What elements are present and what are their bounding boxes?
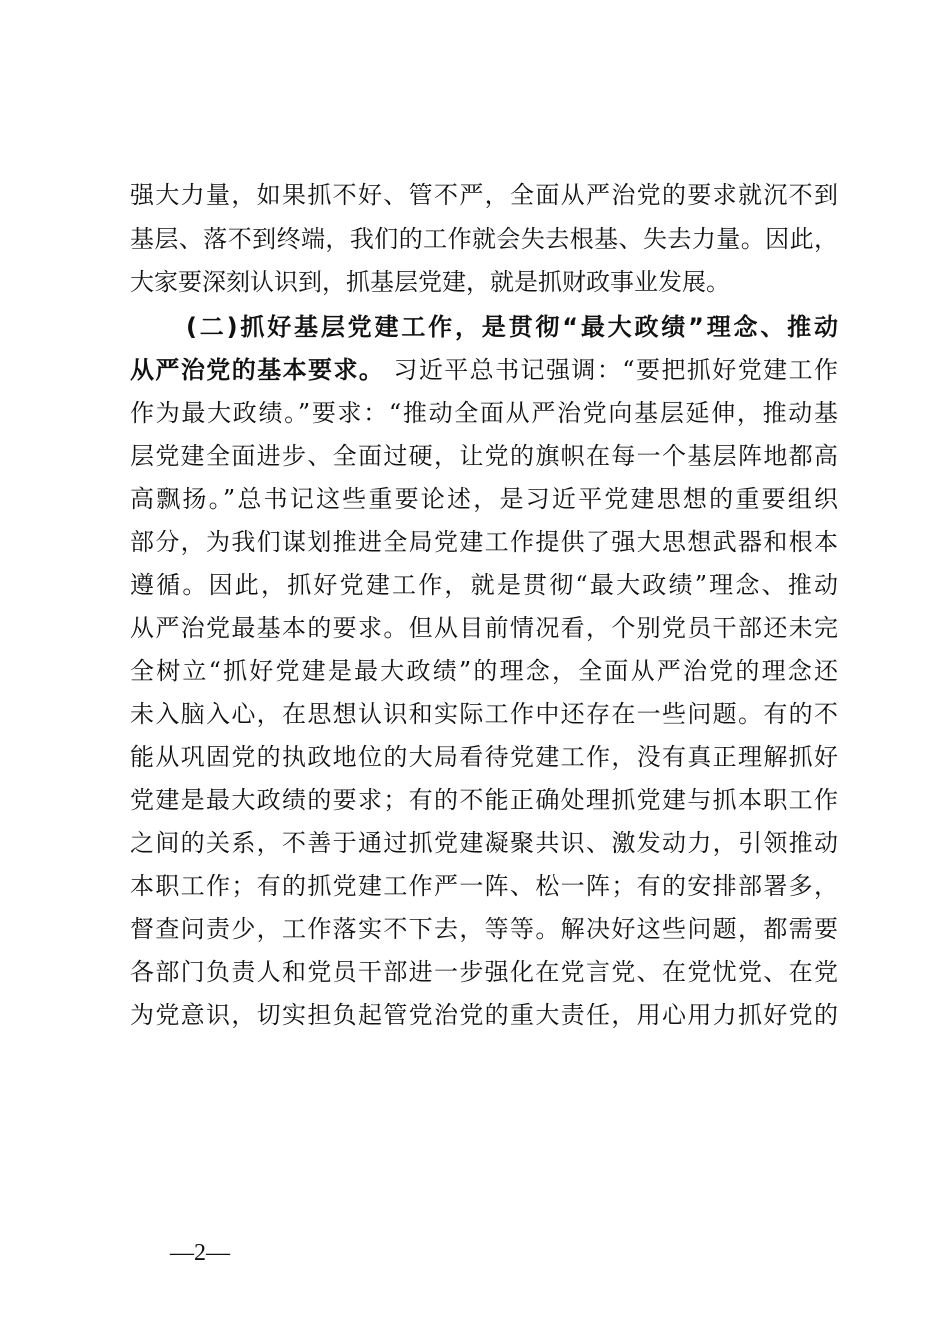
paragraph-line: 全树立“抓好党建是最大政绩”的理念，全面从严治党的理念还 bbox=[130, 657, 838, 685]
paragraph-line: 高飘扬。”总书记这些重要论述，是习近平党建思想的重要组织 bbox=[130, 485, 838, 513]
paragraph-line: 党建是最大政绩的要求；有的不能正确处理抓党建与抓本职工作 bbox=[130, 786, 838, 814]
paragraph-line: 各部门负责人和党员干部进一步强化在党言党、在党忧党、在党 bbox=[130, 958, 838, 986]
page-number: —2— bbox=[170, 1240, 230, 1266]
paragraph-line: 之间的关系，不善于通过抓党建凝聚共识、激发动力，引领推动 bbox=[130, 829, 838, 857]
paragraph-line: 本职工作；有的抓党建工作严一阵、松一阵；有的安排部署多， bbox=[130, 872, 838, 900]
section-heading: (二)抓好基层党建工作，是贯彻“最大政绩”理念、推动 bbox=[186, 313, 838, 341]
paragraph-line: 未入脑入心，在思想认识和实际工作中还存在一些问题。有的不 bbox=[130, 700, 838, 728]
paragraph-line: 能从巩固党的执政地位的大局看待党建工作，没有真正理解抓好 bbox=[130, 743, 838, 771]
paragraph-line: 遵循。因此，抓好党建工作，就是贯彻“最大政绩”理念、推动 bbox=[130, 571, 838, 599]
paragraph-line: 作为最大政绩。”要求：“推动全面从严治党向基层延伸，推动基 bbox=[130, 399, 838, 427]
section-heading-continued: 从严治党的基本要求。 bbox=[130, 356, 385, 384]
paragraph-line: 强大力量，如果抓不好、管不严，全面从严治党的要求就沉不到 bbox=[130, 181, 838, 209]
paragraph-line: 从严治党最基本的要求。但从目前情况看，个别党员干部还未完 bbox=[130, 614, 838, 642]
section-heading-line bbox=[130, 312, 838, 342]
paragraph-line: 部分，为我们谋划推进全局党建工作提供了强大思想武器和根本 bbox=[130, 528, 838, 556]
paragraph-line: 大家要深刻认识到，抓基层党建，就是抓财政事业发展。 bbox=[130, 268, 730, 296]
paragraph-line bbox=[130, 355, 838, 385]
paragraph-text: 习近平总书记强调：“要把抓好党建工作 bbox=[384, 356, 838, 384]
paragraph-line: 基层、落不到终端，我们的工作就会失去根基、失去力量。因此， bbox=[130, 225, 838, 253]
paragraph-line: 督查问责少，工作落实不下去，等等。解决好这些问题，都需要 bbox=[130, 915, 838, 943]
paragraph-line: 层党建全面进步、全面过硬，让党的旗帜在每一个基层阵地都高 bbox=[130, 442, 838, 470]
paragraph-line: 为党意识，切实担负起管党治党的重大责任，用心用力抓好党的 bbox=[130, 1001, 838, 1029]
